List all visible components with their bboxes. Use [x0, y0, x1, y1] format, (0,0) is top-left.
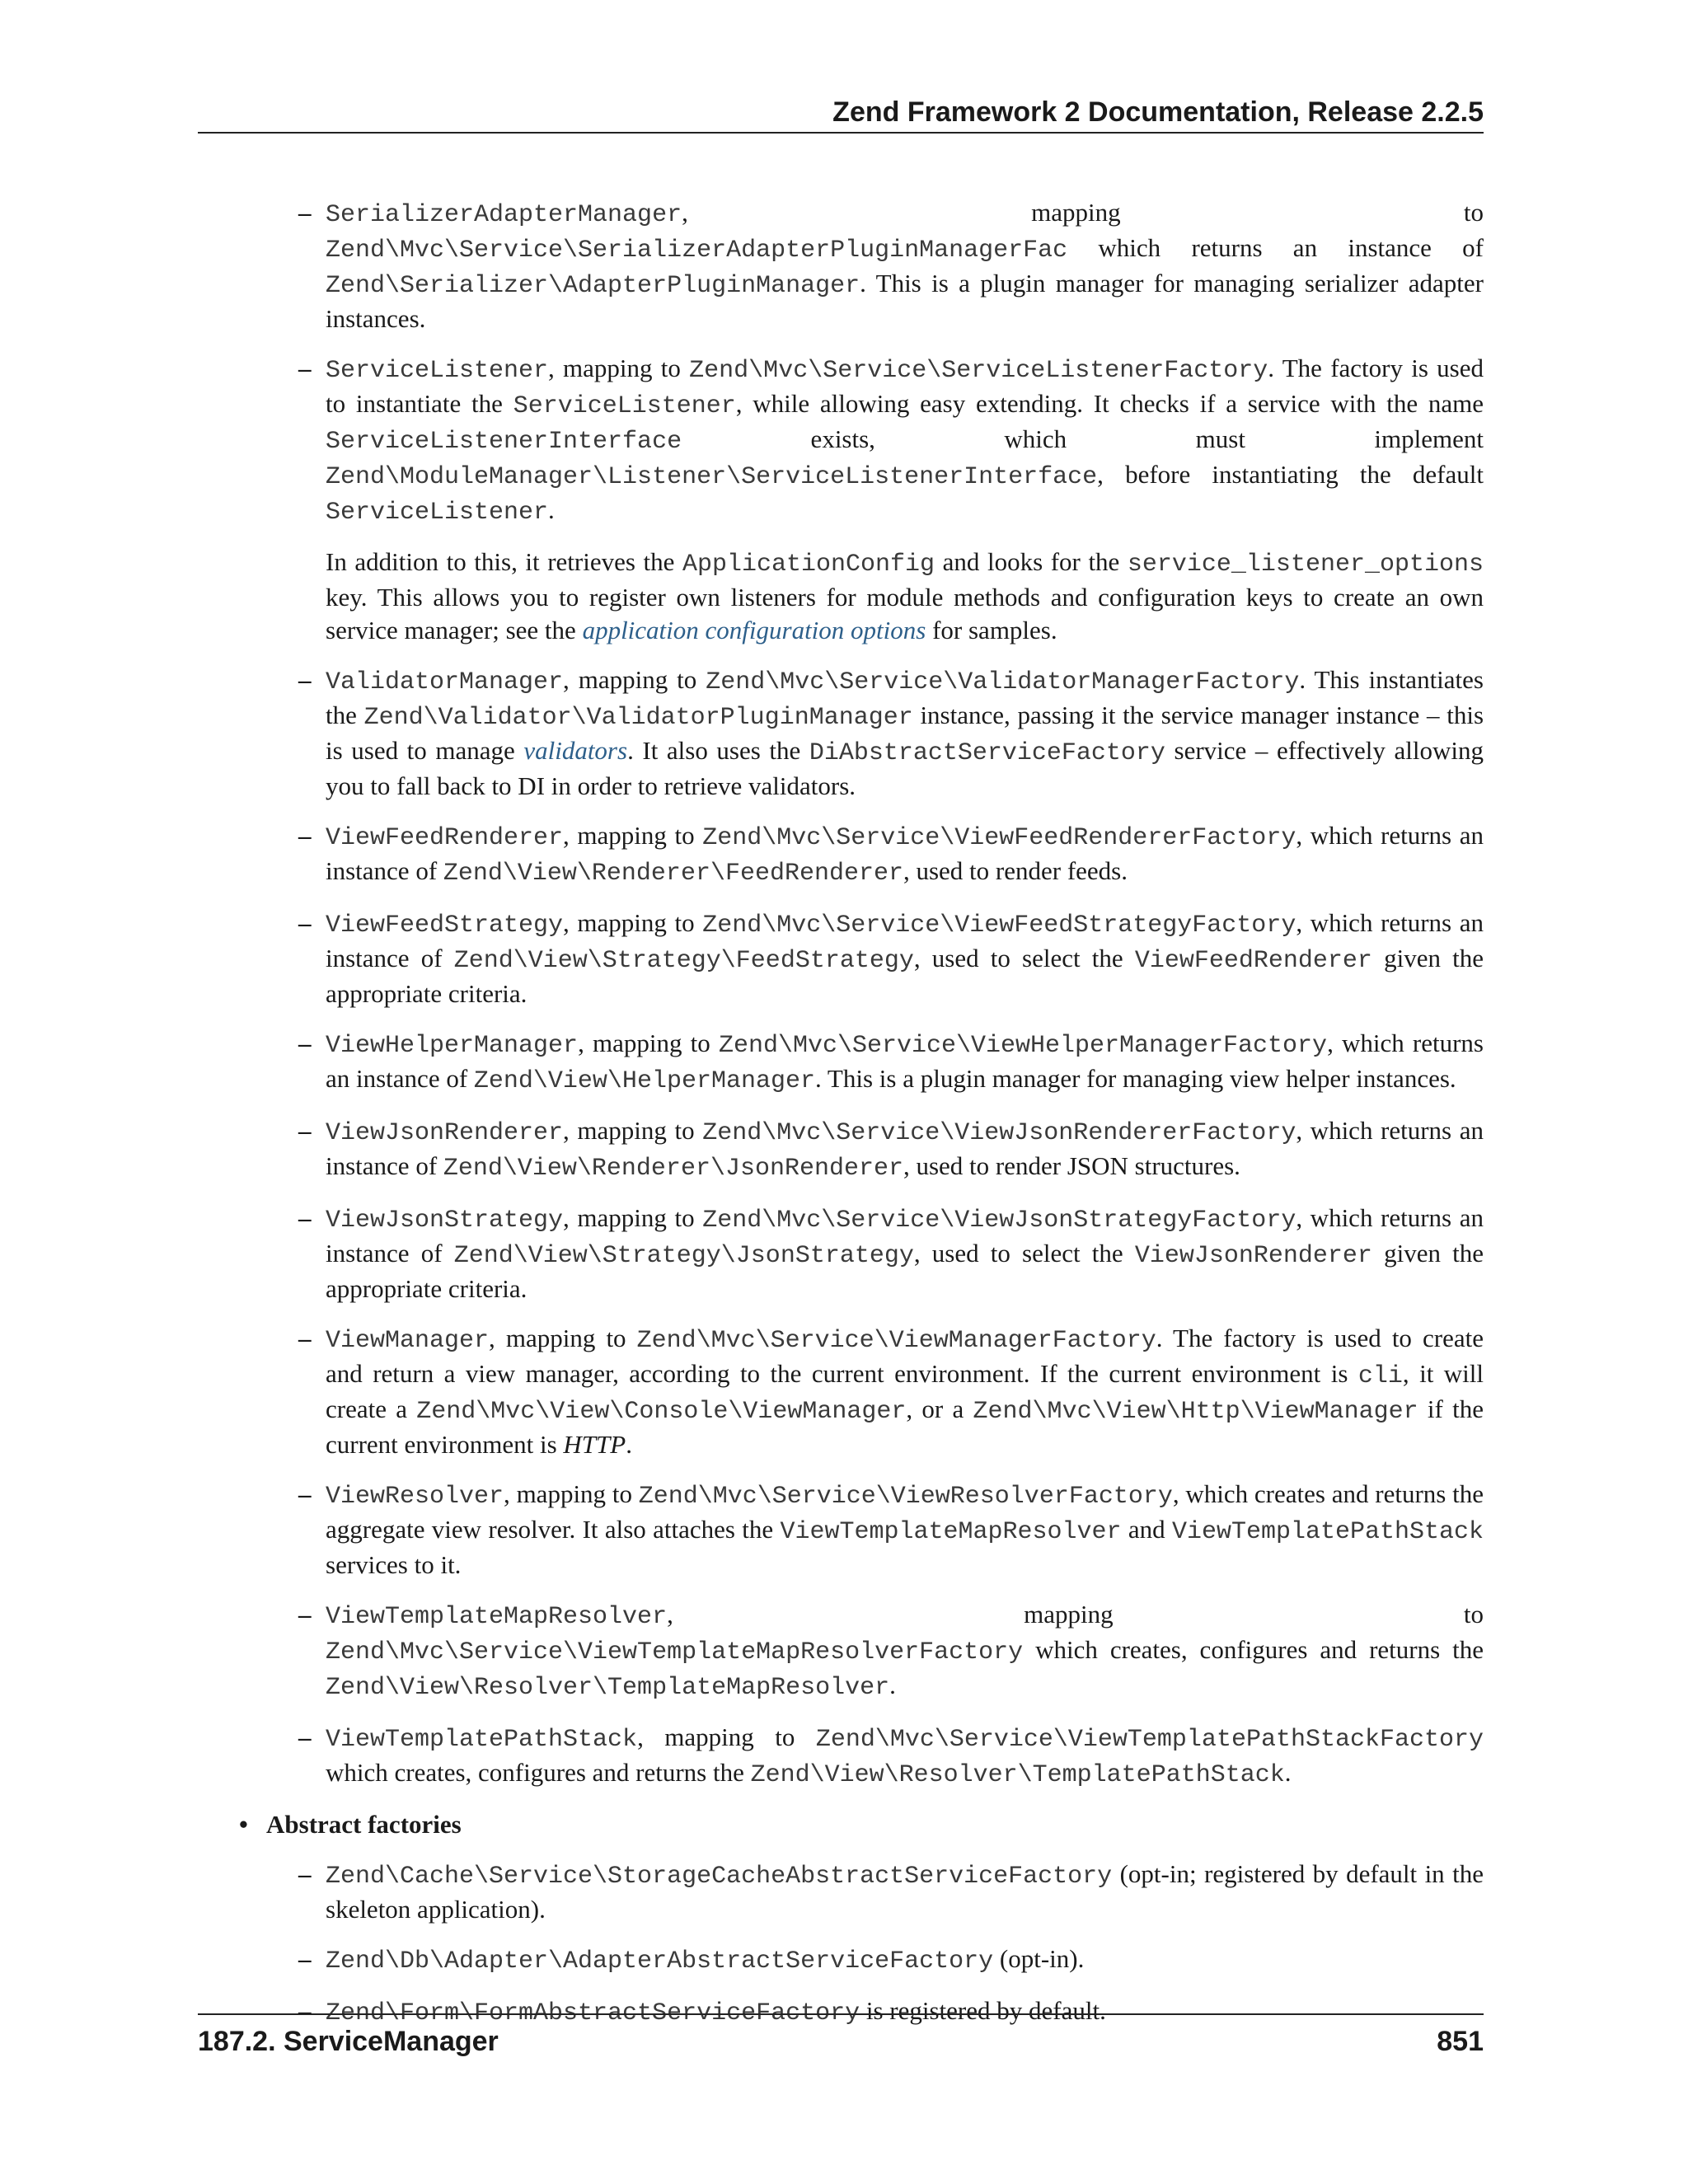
- dash-bullet: –: [298, 198, 312, 227]
- list-item: [198, 663, 1484, 803]
- list-item: [198, 1114, 1484, 1185]
- dash-bullet: –: [298, 1722, 312, 1751]
- running-header: [198, 92, 1484, 134]
- list-item-text: ViewFeedStrategy, mapping to Zend\Mvc\Service\ViewFeedStrategyFactory, which returns an instance of Zend\View\Strategy\FeedStrategy, used to select the ViewFeedRenderer given the appropriate criteria.: [326, 908, 1484, 1008]
- list-item-text: Zend\Form\FormAbstractServiceFactory is registered by default.: [326, 1996, 1106, 2027]
- dash-bullet: –: [298, 1116, 312, 1145]
- dash-bullet: –: [298, 1859, 312, 1888]
- list-item: [198, 819, 1484, 890]
- dash-bullet: –: [298, 1324, 312, 1352]
- dash-bullet: –: [298, 1203, 312, 1232]
- list-item: [198, 1027, 1484, 1098]
- page-content: [198, 196, 1484, 2046]
- list-item: [198, 196, 1484, 335]
- list-item-text: ServiceListener, mapping to Zend\Mvc\Service\ServiceListenerFactory. The factory is used to instantiate the ServiceListener, while allowing easy extending. It checks if a service with the name ServiceListenerInterface exists, which must implement Zend\ModuleManager\Listener\ServiceListenerInterface, before instantiating the default ServiceListener.: [326, 354, 1484, 527]
- dash-bullet: –: [298, 821, 312, 850]
- list-item: [198, 1202, 1484, 1305]
- header-title: Zend Framework 2 Documentation, Release 2.2.5: [832, 96, 1484, 128]
- dash-bullet: –: [298, 1600, 312, 1629]
- bullet-dot: •: [239, 1810, 248, 1839]
- list-item: [198, 1598, 1484, 1704]
- page-number: 851: [1437, 2026, 1484, 2057]
- list-item: [198, 1858, 1484, 1926]
- dash-bullet: –: [298, 908, 312, 937]
- footer-section: 187.2. ServiceManager: [198, 2026, 499, 2057]
- abstract-factories-heading: • Abstract factories: [198, 1808, 1484, 1841]
- list-item: [198, 907, 1484, 1010]
- list-item-text: Zend\Db\Adapter\AdapterAbstractServiceFactory (opt-in).: [326, 1944, 1085, 1975]
- list-item: [198, 1943, 1484, 1978]
- list-item-text: ViewResolver, mapping to Zend\Mvc\Service\ViewResolverFactory, which creates and returns the aggregate view resolver. It also attaches the ViewTemplateMapResolver and ViewTemplatePathStack services to it.: [326, 1479, 1484, 1579]
- list-item-text: SerializerAdapterManager, mapping to Zend\Mvc\Service\SerializerAdapterPluginManagerFac which returns an instance of Zend\Serializer\AdapterPluginManager. This is a plugin manager for managing serializer adapter instances.: [326, 198, 1484, 333]
- validators-link[interactable]: validators: [523, 736, 628, 765]
- running-footer: [198, 2013, 1484, 2061]
- list-item-text: ViewJsonRenderer, mapping to Zend\Mvc\Service\ViewJsonRendererFactory, which returns an instance of Zend\View\Renderer\JsonRenderer, used to render JSON structures.: [326, 1116, 1484, 1183]
- list-item-paragraph: In addition to this, it retrieves the ApplicationConfig and looks for the service_listener_options key. This allows you to register own listeners for module methods and configuration keys to create an own service manager; see the application configuration options for samples.: [326, 547, 1484, 644]
- list-item-text: ViewTemplateMapResolver, mapping to Zend\Mvc\Service\ViewTemplateMapResolverFactory which creates, configures and returns the Zend\View\Resolver\TemplateMapResolver.: [326, 1600, 1484, 1702]
- dash-bullet: –: [298, 1029, 312, 1057]
- list-item-text: ViewTemplatePathStack, mapping to Zend\Mvc\Service\ViewTemplatePathStackFactory which creates, configures and returns the Zend\View\Resolver\TemplatePathStack.: [326, 1722, 1484, 1789]
- dash-bullet: –: [298, 665, 312, 694]
- dash-bullet: –: [298, 354, 312, 382]
- list-item: [198, 1322, 1484, 1461]
- list-item: [198, 1478, 1484, 1582]
- list-item-text: Zend\Cache\Service\StorageCacheAbstractServiceFactory (opt-in; registered by default in the skeleton application).: [326, 1859, 1484, 1924]
- list-item: [198, 1721, 1484, 1792]
- list-item: [198, 352, 1484, 647]
- dash-bullet: –: [298, 1479, 312, 1508]
- list-item-text: ViewFeedRenderer, mapping to Zend\Mvc\Service\ViewFeedRendererFactory, which returns an instance of Zend\View\Renderer\FeedRenderer, used to render feeds.: [326, 821, 1484, 888]
- list-item-text: ViewManager, mapping to Zend\Mvc\Service\ViewManagerFactory. The factory is used to create and return a view manager, according to the current environment. If the current environment is cli, it will create a Zend\Mvc\View\Console\ViewManager, or a Zend\Mvc\View\Http\ViewManager if the current environment is HTTP.: [326, 1324, 1484, 1459]
- application-configuration-options-link[interactable]: application configuration options: [582, 616, 926, 644]
- dash-bullet: –: [298, 1944, 312, 1973]
- factory-list: [198, 196, 1484, 1792]
- list-item-text: ValidatorManager, mapping to Zend\Mvc\Service\ValidatorManagerFactory. This instantiates the Zend\Validator\ValidatorPluginManager instance, passing it the service manager instance – this is used to manage validators. It also uses the DiAbstractServiceFactory service – effectively allowing you to fall back to DI in order to retrieve validators.: [326, 665, 1484, 800]
- abstract-factories-list: [198, 1858, 1484, 2030]
- list-item-text: ViewHelperManager, mapping to Zend\Mvc\Service\ViewHelperManagerFactory, which returns an instance of Zend\View\HelperManager. This is a plugin manager for managing view helper instances.: [326, 1029, 1484, 1095]
- list-item-text: ViewJsonStrategy, mapping to Zend\Mvc\Service\ViewJsonStrategyFactory, which returns an instance of Zend\View\Strategy\JsonStrategy, used to select the ViewJsonRenderer given the appropriate criteria.: [326, 1203, 1484, 1303]
- dash-bullet: –: [298, 1996, 312, 2025]
